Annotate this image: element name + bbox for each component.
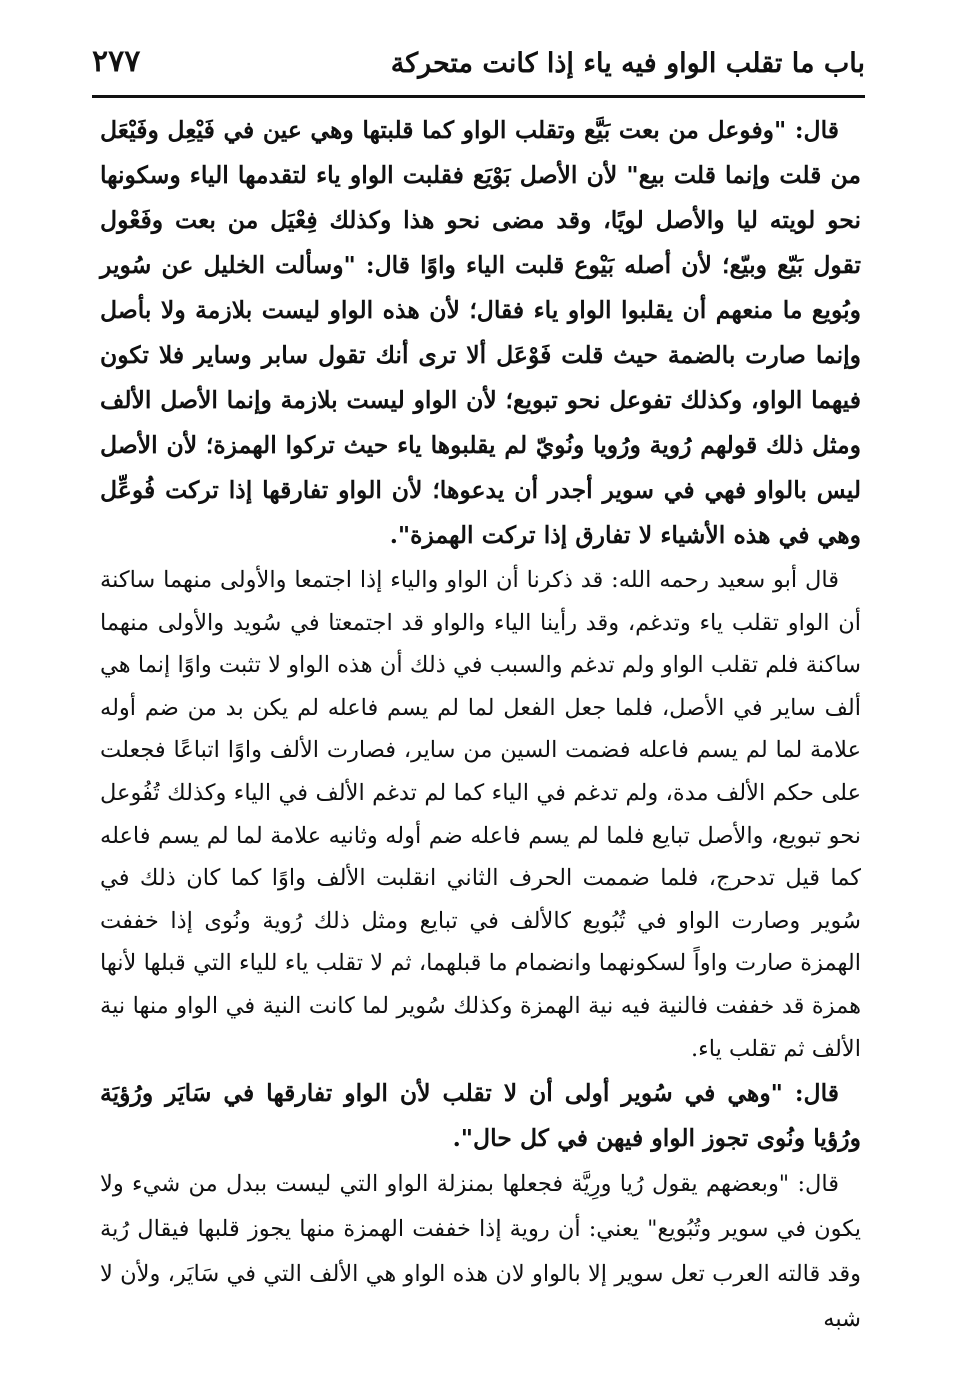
page-header bbox=[92, 40, 865, 90]
paragraph-4: قال: "وبعضهم يقول رُيا ورِيَّة فجعلها بمنزلة الواو التي ليست ببدل من شيء ولا يكون في سوير وتُبُويع" يعني: أن روية إذا خففت الهمزة منها يجوز قلبها فيقال رُية وقد قالته العرب تعل سوير إلا بالواو لان هذه الواو هي الألف التي في سَايَر، ولأن لا شبه bbox=[100, 1171, 861, 1333]
paragraph-3: قال: "وهي في سُوير أولى أن لا تقلب لأن الواو تفارقها في سَايَر ورُؤيَة ورُؤيا ونُوى تجوز الواو فيهن في كل حال". bbox=[100, 1079, 861, 1153]
paragraph-1: قال: "وفوعل من بعت بَيَّع وتقلب الواو كما قلبتها وهي عين في فَيْعِل وفَيْعَل من قلت وإنما قلت بيع" لأن الأصل بَوْيَع فقلبت الواو ياء لتقدمها الياء وسكونها نحو لويته ليا والأصل لويًا، وقد مضى نحو هذا وكذلك فِعْيَل من بعت وفَعْول تقول بَيّع وبيّع؛ لأن أصله بَيْوع قلبت الياء واوًا قال: "وسألت الخليل عن سُوير وبُويع ما منعهم أن يقلبوا الواو ياء فقال؛ لأن هذه الواو ليست بلازمة ولا بأصل وإنما صارت بالضمة حيث قلت فَوْعَل ألا ترى أنك تقول سابر وساير فلا تكون فيهما الواو، وكذلك تفوعل نحو تبويع؛ لأن الواو ليست بلازمة وإنما الأصل الألف ومثل ذلك قولهم رُوية ورُويا ونُويّ لم يقلبوها ياء حيث تركوا الهمزة؛ لأن الأصل ليس بالواو فهي في سوير أجدر أن يدعوها؛ لأن الواو تفارقها إذا تركت فُوعِّل وهي في هذه الأشياء لا تفارق إذا تركت الهمزة". bbox=[100, 116, 861, 549]
paragraph-2: قال أبو سعيد رحمه الله: قد ذكرنا أن الواو والياء إذا اجتمعا والأولى منهما ساكنة أن الواو تقلب ياء وتدغم، وقد رأينا الياء والواو قد اجتمعتا في سُويد والأولى منهما ساكنة فلم تقلب الواو ولم تدغم والسبب في ذلك أن هذه الواو لا تثبت واوًا إنما هي ألف ساير في الأصل، فلما جعل الفعل لما لم يسم فاعله لم يكن بد من ضم أوله علامة لما لم يسم فاعله فضمت السين من ساير، فصارت الألف واوًا اتباعًا فجعلت على حكم الألف مدة، ولم تدغم في الياء كما لم تدغم الألف في الياء وكذلك تُفُوعل نحو تبويع، والأصل تبايع فلما لم يسم فاعله ضم أوله وثانيه علامة لما لم يسم فاعله كما قيل تدحرج، فلما ضممت الحرف الثاني انقلبت الألف واوًا كما كان ذلك في سُوير وصارت الواو في تُبُويع كالألف في تبايع ومثل ذلك رُوية ونُوى إذا خففت الهمزة صارت واواً لسكونهما وانضمام ما قبلهما، ثم لا تقلب ياء للياء التي قبلها لأنها همزة قد خففت فالنية فيه نية الهمزة وكذلك سُوير لما كانت النية في الواو منها نية الألف ثم تقلب ياء. bbox=[100, 567, 861, 1062]
page-number: ٢٧٧ bbox=[92, 44, 141, 79]
running-title: باب ما تقلب الواو فيه ياء إذا كانت متحركة bbox=[390, 48, 865, 79]
header-rule bbox=[92, 95, 865, 98]
page-body bbox=[100, 108, 861, 1342]
